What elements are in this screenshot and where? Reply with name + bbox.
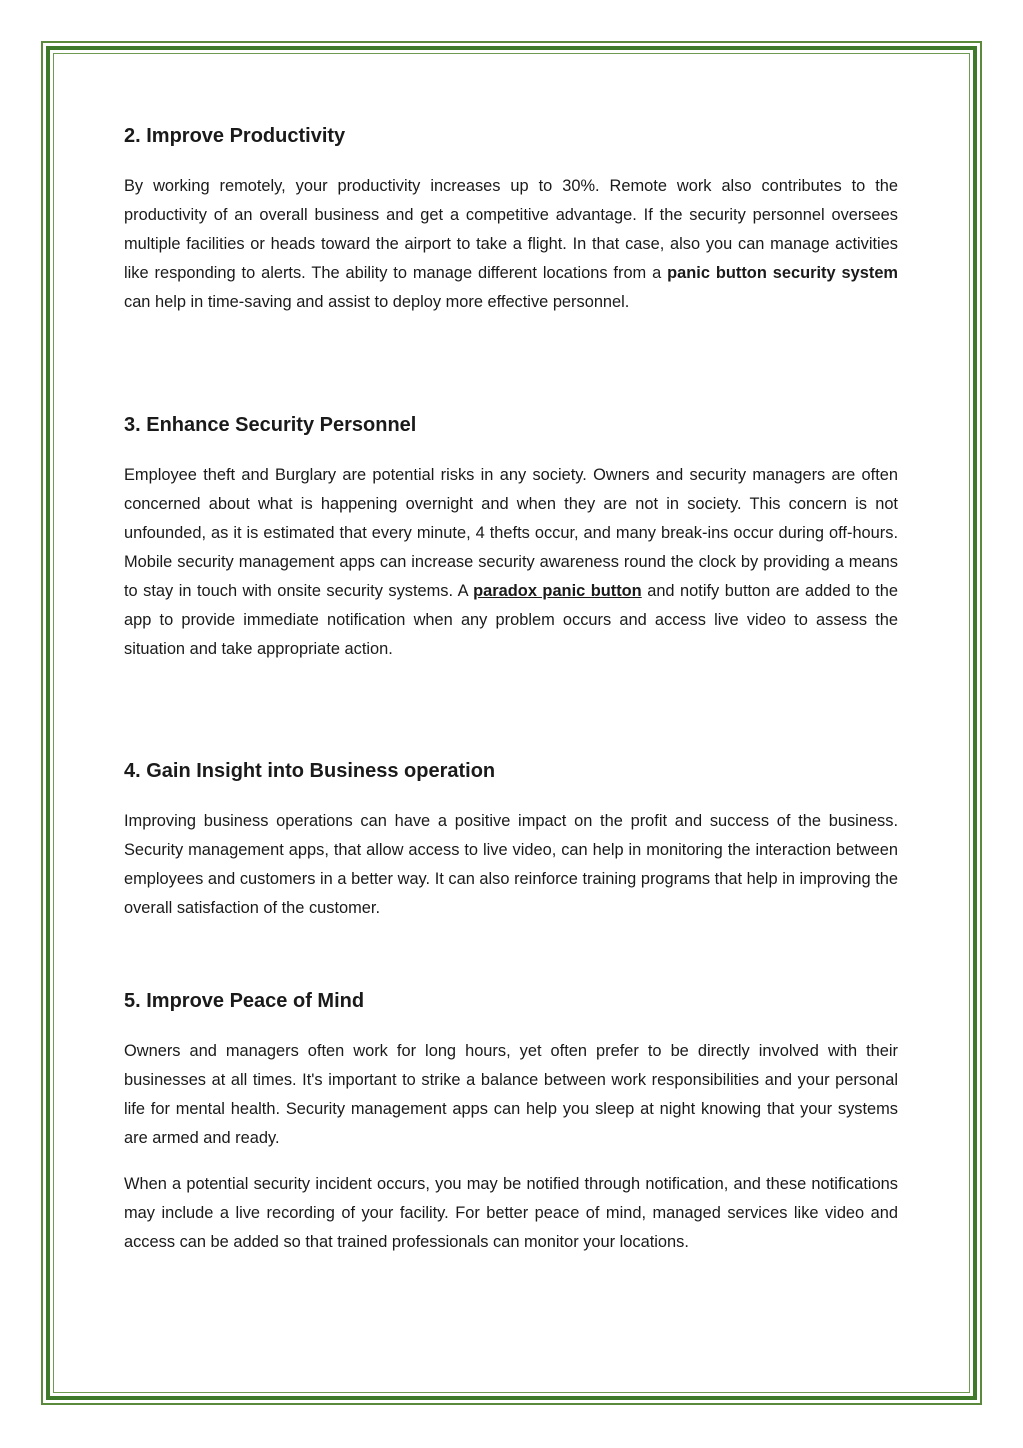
section-gain-insight	[124, 757, 898, 923]
section-heading: 5. Improve Peace of Mind	[124, 990, 365, 1012]
paragraph-text: Employee theft and Burglary are potential risks in any society. Owners and security managers are often concerned about what is happening overnight and when they are not in society. This concern is not unfounded, as it is estimated that every minute, 4 thefts occur, and many break-ins occur during off-hours. Mobile security management apps can increase security awareness round the clock by providing a means to stay in touch with onsite security systems. A	[124, 466, 898, 600]
paragraph-text: By working remotely, your productivity increases up to 30%. Remote work also contributes to the productivity of an overall business and get a competitive advantage. If the security personnel oversees multiple facilities or heads toward the airport to take a flight. In that case, also you can manage activities like responding to alerts. The ability to manage different locations from a	[124, 177, 898, 282]
bold-phrase: panic button security system	[667, 264, 899, 282]
section-paragraph	[124, 461, 898, 664]
paragraph-text: and notify button are added to the app to provide immediate notification when any problem occurs and access live video to assess the situation and take appropriate action.	[124, 582, 898, 658]
section-improve-peace-of-mind	[124, 987, 898, 1257]
section-paragraph: Improving business operations can have a positive impact on the profit and success of the business. Security management apps, that allow access to live video, can help in monitoring the interaction between employees and customers in a better way. It can also reinforce training programs that help in improving the overall satisfaction of the customer.	[124, 812, 898, 917]
section-paragraph: Owners and managers often work for long hours, yet often prefer to be directly involved with their businesses at all times. It's important to strike a balance between work responsibilities and your personal life for mental health. Security management apps can help you sleep at night knowing that your systems are armed and ready.	[124, 1042, 898, 1147]
section-enhance-security-personnel	[124, 411, 898, 664]
section-improve-productivity	[124, 122, 898, 317]
paragraph-text: can help in time-saving and assist to deploy more effective personnel.	[124, 293, 630, 311]
paradox-panic-button-link[interactable]: paradox panic button	[473, 582, 642, 600]
section-paragraph: When a potential security incident occurs, you may be notified through notification, and these notifications may include a live recording of your facility. For better peace of mind, managed services like video and access can be added so that trained professionals can monitor your locations.	[124, 1175, 898, 1251]
section-paragraph	[124, 172, 898, 317]
section-heading: 3. Enhance Security Personnel	[124, 414, 417, 436]
section-heading: 2. Improve Productivity	[124, 125, 346, 147]
section-heading: 4. Gain Insight into Business operation	[124, 760, 496, 782]
